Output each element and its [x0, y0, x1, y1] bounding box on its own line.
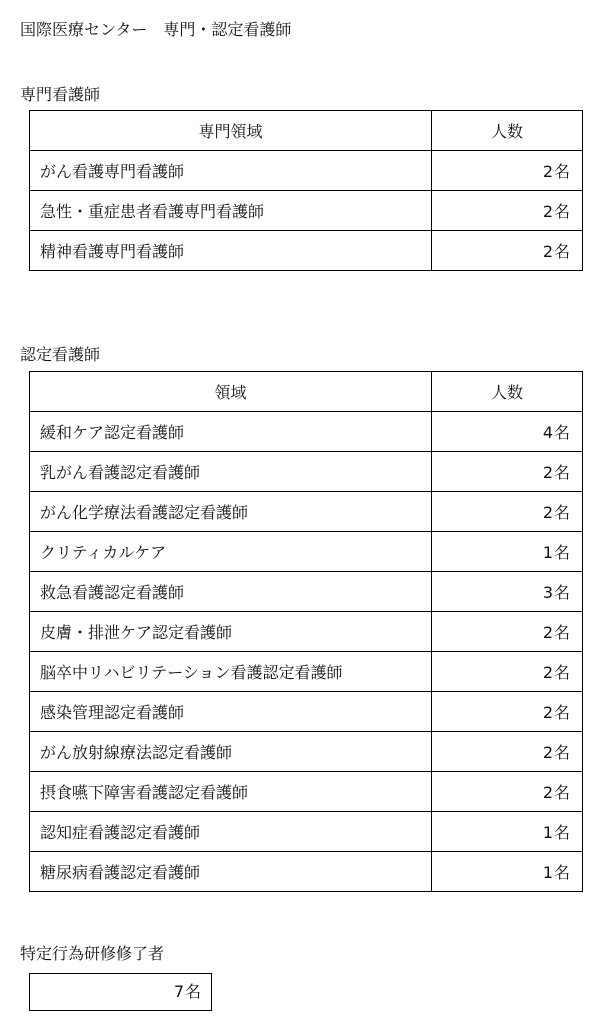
column-header-field: 領域: [30, 372, 432, 412]
section-heading-specialist: 専門看護師: [20, 85, 101, 104]
column-header-count: 人数: [432, 372, 583, 412]
section-heading-specified-acts: 特定行為研修修了者: [20, 944, 165, 963]
row-field-name: 乳がん看護認定看護師: [30, 452, 432, 492]
table-row: [30, 492, 583, 532]
row-field-name: 皮膚・排泄ケア認定看護師: [30, 612, 432, 652]
row-count: 1名: [432, 812, 583, 852]
row-field-name: 認知症看護認定看護師: [30, 812, 432, 852]
table-row: [30, 452, 583, 492]
table-row: [30, 191, 583, 231]
table-row: [30, 231, 583, 271]
row-field-name: がん化学療法看護認定看護師: [30, 492, 432, 532]
table-row: [30, 772, 583, 812]
table-row: [30, 572, 583, 612]
row-count: 2名: [432, 692, 583, 732]
row-count: 2名: [432, 151, 583, 191]
row-count: 2名: [432, 732, 583, 772]
column-header-field: 専門領域: [30, 111, 432, 151]
table-header-row: [30, 111, 583, 151]
row-count: 2名: [432, 452, 583, 492]
row-count: 1名: [432, 532, 583, 572]
row-count: 3名: [432, 572, 583, 612]
row-count: 2名: [432, 492, 583, 532]
specified-acts-count-box: 7名: [29, 973, 212, 1011]
specialist-table-body: [30, 151, 583, 271]
page-title: 国際医療センター 専門・認定看護師: [20, 20, 292, 39]
row-field-name: 摂食嚥下障害看護認定看護師: [30, 772, 432, 812]
row-field-name: 緩和ケア認定看護師: [30, 412, 432, 452]
table-row: [30, 652, 583, 692]
table-row: [30, 412, 583, 452]
row-field-name: 精神看護専門看護師: [30, 231, 432, 271]
row-field-name: がん放射線療法認定看護師: [30, 732, 432, 772]
row-count: 2名: [432, 612, 583, 652]
row-count: 2名: [432, 231, 583, 271]
certified-nurse-table: [29, 371, 583, 892]
table-header-row: [30, 372, 583, 412]
table-row: [30, 852, 583, 892]
row-field-name: 脳卒中リハビリテーション看護認定看護師: [30, 652, 432, 692]
certified-table-body: [30, 412, 583, 892]
specialist-nurse-table: [29, 110, 583, 271]
row-field-name: 感染管理認定看護師: [30, 692, 432, 732]
row-count: 2名: [432, 652, 583, 692]
table-row: [30, 692, 583, 732]
row-count: 4名: [432, 412, 583, 452]
row-field-name: 糖尿病看護認定看護師: [30, 852, 432, 892]
row-field-name: 急性・重症患者看護専門看護師: [30, 191, 432, 231]
section-heading-certified: 認定看護師: [20, 345, 101, 364]
column-header-count: 人数: [432, 111, 583, 151]
row-count: 2名: [432, 191, 583, 231]
row-field-name: がん看護専門看護師: [30, 151, 432, 191]
row-count: 2名: [432, 772, 583, 812]
table-row: [30, 151, 583, 191]
row-field-name: 救急看護認定看護師: [30, 572, 432, 612]
table-row: [30, 732, 583, 772]
table-row: [30, 612, 583, 652]
row-field-name: クリティカルケア: [30, 532, 432, 572]
table-row: [30, 812, 583, 852]
row-count: 1名: [432, 852, 583, 892]
table-row: [30, 532, 583, 572]
